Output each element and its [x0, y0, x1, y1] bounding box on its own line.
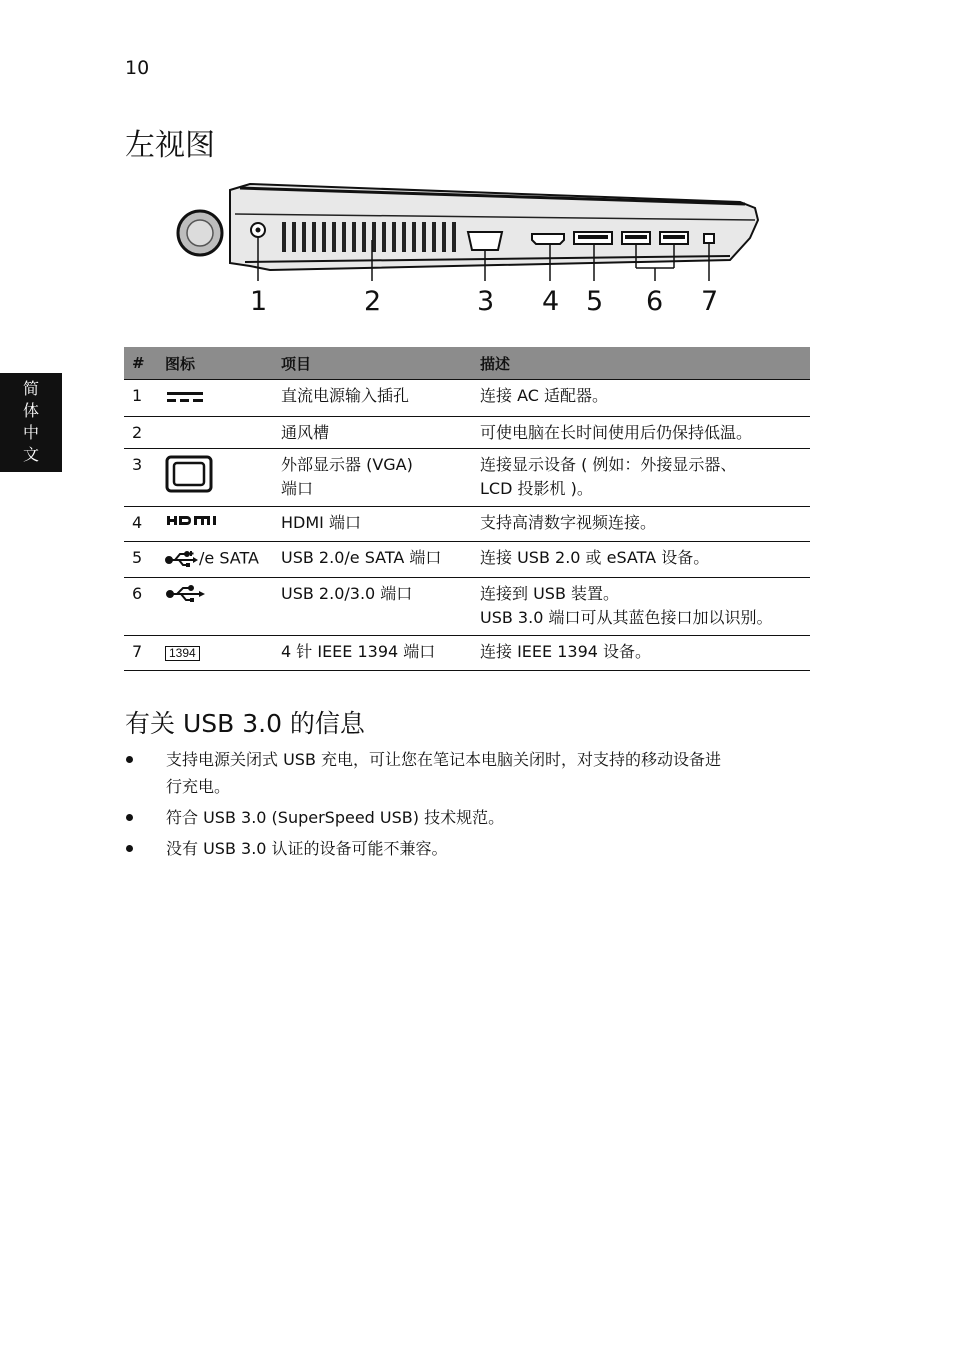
- hdmi-icon: [157, 507, 273, 542]
- port-description: 支持高清数字视频连接。: [472, 507, 810, 542]
- language-side-tab: [0, 373, 62, 472]
- side-tab-char: 简: [22, 379, 39, 398]
- side-tab-char: 中: [22, 423, 39, 442]
- callout-number: 1: [250, 286, 268, 317]
- usb-esata-icon: [157, 542, 273, 578]
- row-number: 3: [124, 449, 157, 507]
- table-row: [124, 636, 810, 671]
- port-description: 连接 AC 适配器。: [472, 380, 810, 417]
- row-number: 5: [124, 542, 157, 578]
- callout-number: 3: [477, 286, 495, 317]
- table-row: [124, 578, 810, 636]
- dc-power-icon: [157, 380, 273, 417]
- ieee1394-label: 1394: [165, 646, 200, 661]
- port-item: USB 2.0/e SATA 端口: [273, 542, 472, 578]
- table-row: [124, 449, 810, 507]
- table-header-row: [124, 347, 810, 380]
- side-tab-char: 体: [22, 401, 39, 420]
- table-row: [124, 380, 810, 417]
- list-item: 符合 USB 3.0 (SuperSpeed USB) 技术规范。: [125, 804, 815, 831]
- column-header-item: 项目: [273, 347, 472, 380]
- laptop-left-side-illustration: [170, 178, 770, 288]
- list-item: 支持电源关闭式 USB 充电，可让您在笔记本电脑关闭时，对支持的移动设备进 行充电。: [125, 746, 815, 800]
- column-header-description: 描述: [472, 347, 810, 380]
- port-description: 可使电脑在长时间使用后仍保持低温。: [472, 417, 810, 449]
- table-row: [124, 417, 810, 449]
- port-description: 连接显示设备 ( 例如：外接显示器、 LCD 投影机 )。: [472, 449, 810, 507]
- port-item: 直流电源输入插孔: [273, 380, 472, 417]
- row-number: 6: [124, 578, 157, 636]
- callout-number: 5: [586, 286, 604, 317]
- side-tab-char: 文: [22, 445, 39, 464]
- table-row: [124, 507, 810, 542]
- port-item: 通风槽: [273, 417, 472, 449]
- section-title: 左视图: [125, 128, 215, 163]
- callout-number: 7: [701, 286, 719, 317]
- row-number: 4: [124, 507, 157, 542]
- esata-label: /e SATA: [199, 548, 259, 568]
- port-description: 连接 IEEE 1394 设备。: [472, 636, 810, 671]
- port-item: HDMI 端口: [273, 507, 472, 542]
- callout-number: 6: [646, 286, 664, 317]
- usb-icon: [157, 578, 273, 636]
- callout-number: 2: [364, 286, 382, 317]
- port-item: 4 针 IEEE 1394 端口: [273, 636, 472, 671]
- usb3-info-list: [125, 746, 815, 866]
- callout-number: 4: [542, 286, 560, 317]
- ieee1394-icon: [157, 636, 273, 671]
- row-number: 2: [124, 417, 157, 449]
- list-item: 没有 USB 3.0 认证的设备可能不兼容。: [125, 835, 815, 862]
- row-number: 7: [124, 636, 157, 671]
- page-number: 10: [125, 57, 150, 79]
- column-header-number: #: [124, 347, 157, 380]
- port-item: USB 2.0/3.0 端口: [273, 578, 472, 636]
- table-row: [124, 542, 810, 578]
- port-item: 外部显示器 (VGA) 端口: [273, 449, 472, 507]
- port-description: 连接到 USB 装置。 USB 3.0 端口可从其蓝色接口加以识别。: [472, 578, 810, 636]
- port-table: [124, 347, 810, 671]
- row-number: 1: [124, 380, 157, 417]
- subsection-title: 有关 USB 3.0 的信息: [125, 709, 365, 738]
- port-description: 连接 USB 2.0 或 eSATA 设备。: [472, 542, 810, 578]
- vga-icon: [157, 449, 273, 507]
- icon-cell-empty: [157, 417, 273, 449]
- column-header-icon: 图标: [157, 347, 273, 380]
